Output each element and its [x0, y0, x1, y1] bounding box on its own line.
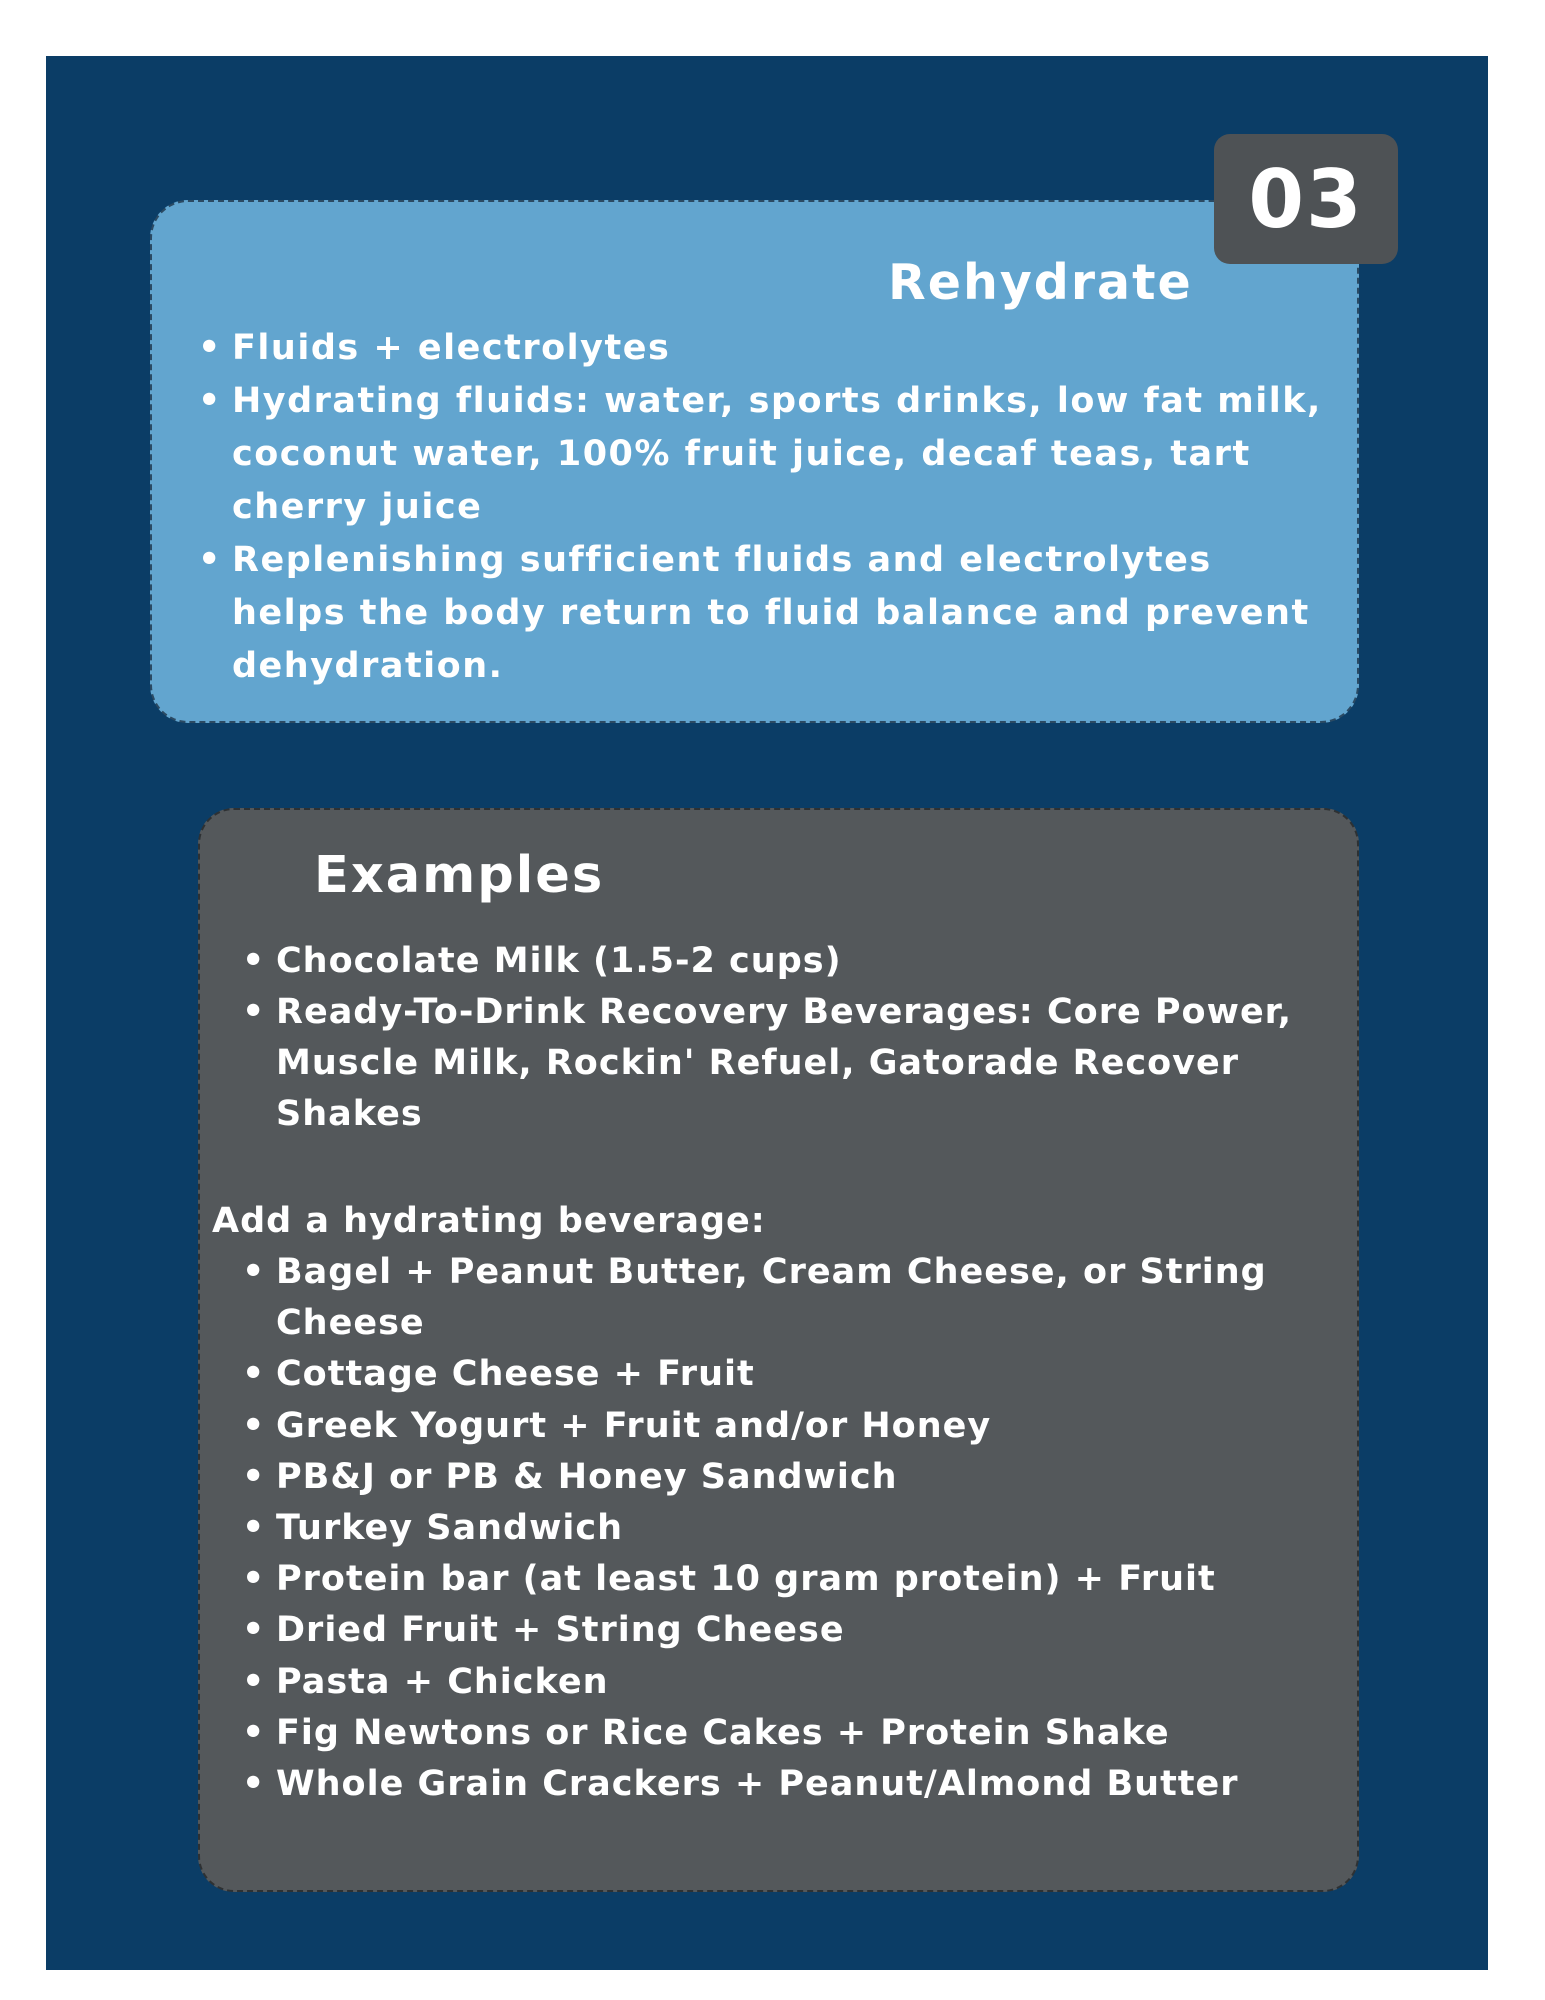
bullet-icon: • — [242, 1252, 266, 1292]
rehydrate-list-item — [194, 322, 1334, 375]
list-item-text: Fluids + electrolytes — [232, 328, 671, 368]
bullet-icon: • — [242, 1405, 266, 1446]
list-item-text: Whole Grain Crackers + Peanut/Almond Butter — [276, 1764, 1239, 1805]
list-item-text: Dried Fruit + String Cheese — [276, 1610, 845, 1651]
list-item-text: Pasta + Chicken — [276, 1661, 609, 1702]
list-item-text: Turkey Sandwich — [276, 1508, 624, 1549]
list-item-text: Bagel + Peanut Butter, Cream Cheese, or String Cheese — [276, 1252, 1267, 1344]
bullet-icon: • — [198, 328, 222, 368]
bullet-icon: • — [242, 1764, 266, 1805]
examples-title: Examples — [314, 846, 605, 905]
snack-list-item — [238, 1605, 1338, 1656]
snack-list-item — [238, 1657, 1338, 1708]
bullet-icon: • — [198, 540, 222, 580]
snack-list-item — [238, 1401, 1338, 1452]
bullet-icon: • — [242, 1508, 266, 1549]
list-item-text: Greek Yogurt + Fruit and/or Honey — [276, 1405, 992, 1446]
step-number: 03 — [1248, 152, 1364, 246]
examples-list-item — [238, 936, 1338, 987]
rehydrate-list-item — [194, 375, 1334, 534]
bullet-icon: • — [242, 1354, 266, 1395]
snack-list-item — [238, 1759, 1338, 1810]
bullet-icon: • — [242, 1712, 266, 1753]
bullet-icon: • — [242, 941, 266, 981]
list-item-text: Ready-To-Drink Recovery Beverages: Core Power, Muscle Milk, Rockin' Refuel, Gatorade Recover Shakes — [276, 992, 1293, 1134]
snack-list-item — [238, 1708, 1338, 1759]
bullet-icon: • — [242, 1456, 266, 1497]
bullet-icon: • — [242, 1610, 266, 1651]
bullet-icon: • — [198, 381, 222, 421]
list-item-text: PB&J or PB & Honey Sandwich — [276, 1456, 898, 1497]
snack-list-item — [238, 1247, 1338, 1349]
list-item-text: Hydrating fluids: water, sports drinks, low fat milk, coconut water, 100% fruit juice, decaf teas, tart cherry juice — [232, 381, 1322, 527]
rehydrate-list-item — [194, 534, 1334, 693]
bullet-icon: • — [242, 1661, 266, 1702]
list-item-text: Fig Newtons or Rice Cakes + Protein Shake — [276, 1712, 1170, 1753]
snack-list-item — [238, 1554, 1338, 1605]
bullet-icon: • — [242, 1559, 266, 1600]
list-item-text: Chocolate Milk (1.5-2 cups) — [276, 941, 842, 981]
rehydrate-title: Rehydrate — [888, 254, 1193, 311]
snack-list-item — [238, 1452, 1338, 1503]
snack-list-item — [238, 1503, 1338, 1554]
snack-list-item — [238, 1349, 1338, 1400]
bullet-icon: • — [242, 992, 266, 1032]
examples-list — [238, 936, 1338, 1140]
snack-heading: Add a hydrating beverage: — [212, 1201, 766, 1241]
step-number-badge — [1214, 134, 1398, 264]
list-item-text: Replenishing sufficient fluids and electrolytes helps the body return to fluid balance and prevent dehydration. — [232, 540, 1310, 686]
list-item-text: Cottage Cheese + Fruit — [276, 1354, 755, 1395]
list-item-text: Protein bar (at least 10 gram protein) + Fruit — [276, 1559, 1216, 1600]
examples-list-item — [238, 987, 1338, 1140]
rehydrate-list — [194, 322, 1334, 693]
snack-list — [238, 1247, 1338, 1810]
